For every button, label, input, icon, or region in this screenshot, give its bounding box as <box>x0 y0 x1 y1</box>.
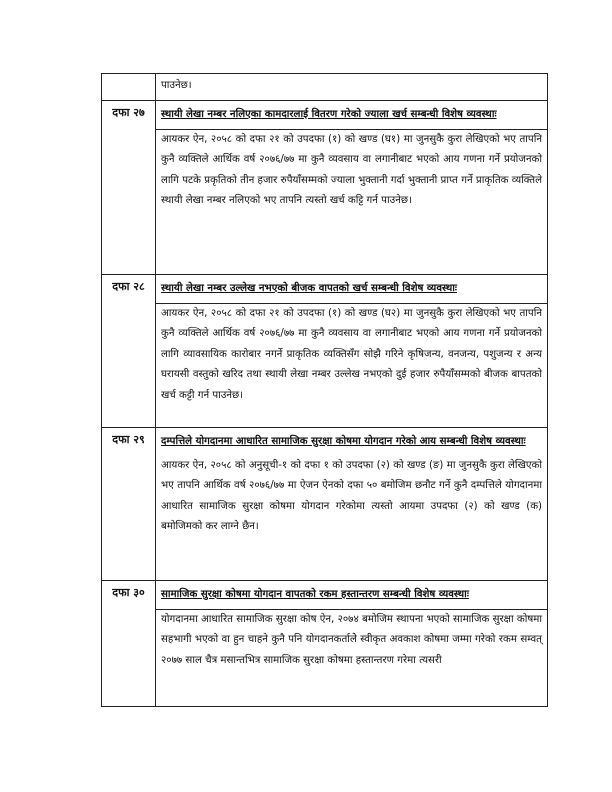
continuation-text: पाउनेछ। <box>161 80 192 91</box>
continuation-cell <box>156 74 548 101</box>
section-content <box>156 274 548 427</box>
section-body: आयकर ऐन, २०५८ को अनुसूची-१ को दफा १ को उपदफा (२) को खण्ड (ङ) मा जुनसुकै कुरा लेखिएको भए तापनि आर्थिक वर्ष २०७६/७७ मा ऐजन ऐनको दफा ५० बमोजिम छनौट गर्ने कुनै दम्पत्तिले योगदानमा आधारित सामाजिक सुरक्षा कोषमा योगदान गरेकोमा त्यस्तो आयमा उपदफा (२) को खण्ड (क) बमोजिमको कर लाग्ने छैन। <box>161 459 542 532</box>
continuation-label-cell <box>102 74 156 101</box>
section-body: आयकर ऐन, २०५८ को दफा २१ को उपदफा (१) को खण्ड (घ१) मा जुनसुकै कुरा लेखिएको भए तापनि कुनै व्यक्तिले आर्थिक वर्ष २०७६/७७ मा कुनै व्यवसाय वा लगानीबाट भएको आय गणना गर्ने प्रयोजनको लागि पटके प्रकृतिको तीन हजार रुपैयाँसम्मको ज्याला भुक्तानी गर्दा भुक्तानी प्राप्त गर्ने प्राकृतिक व्यक्तिले स्थायी लेखा नम्बर नलिएको भए तापनि त्यस्तो खर्च कट्टि गर्न पाउनेछ। <box>161 133 542 206</box>
section-body: योगदानमा आधारित सामाजिक सुरक्षा कोष ऐन, २०७४ बमोजिम स्थापना भएको सामाजिक सुरक्षा कोषमा सहभागी भएको वा हुन चाहने कुनै पनि योगदानकर्तालेे स्वीकृत अवकाश कोषमा जम्मा गरेको रकम सम्वत् २०७७ साल चैत्र मसान्तभित्र सामाजिक सुरक्षा कोषमा हस्तान्तरण गरेमा त्यसरी <box>161 613 542 666</box>
section-row-28 <box>102 274 548 427</box>
section-row-30 <box>102 580 548 706</box>
section-label: दफा २९ <box>102 427 156 580</box>
section-heading: सामाजिक सुरक्षा कोषमा योगदान वापतको रकम हस्तान्तरण सम्बन्धी विशेष व्यवस्थाः <box>161 588 469 600</box>
section-heading: दम्पत्तिले योगदानमा आधारित सामाजिक सुरक्षा कोषमा योगदान गरेको आय सम्बन्धी विशेष व्यवस्थाः <box>161 435 526 447</box>
provisions-table <box>101 73 548 707</box>
section-row-29 <box>102 427 548 580</box>
continuation-row <box>102 74 548 101</box>
section-content <box>156 580 548 706</box>
section-content <box>156 427 548 580</box>
section-heading: स्थायी लेखा नम्बर उल्लेख नभएको बीजक वापतको खर्च सम्बन्धी विशेष व्यवस्थाः <box>161 282 457 294</box>
section-label: दफा २७ <box>102 100 156 274</box>
section-label: दफा ३० <box>102 580 156 706</box>
section-heading: स्थायी लेखा नम्बर नलिएका कामदारलाई वितरण गरेको ज्याला खर्च सम्बन्धी विशेष व्यवस्थाः <box>161 108 497 120</box>
section-body: आयकर ऐन, २०५८ को दफा २१ को उपदफा (१) को खण्ड (घ२) मा जुनसुकै कुरा लेखिएको भए तापनि कुनै व्यक्तिले आर्थिक वर्ष २०७६/७७ मा कुनै व्यवसाय वा लगानीबाट भएको आय गणना गर्ने प्रयोजनको लागि व्यावसायिक कारोबार नगर्ने प्राकृतिक व्यक्तिसँग सोझै गरिने कृषिजन्य, वनजन्य, पशुजन्य र अन्य घरायसी वस्तुको खरिद तथा स्थायी लेखा नम्बर उल्लेख नभएको दुई हजार रुपैयाँसम्मको बीजक बापतको खर्च कट्टी गर्न पाउनेछ। <box>161 307 542 401</box>
section-label: दफा २८ <box>102 274 156 427</box>
section-row-27 <box>102 100 548 274</box>
section-content <box>156 100 548 274</box>
